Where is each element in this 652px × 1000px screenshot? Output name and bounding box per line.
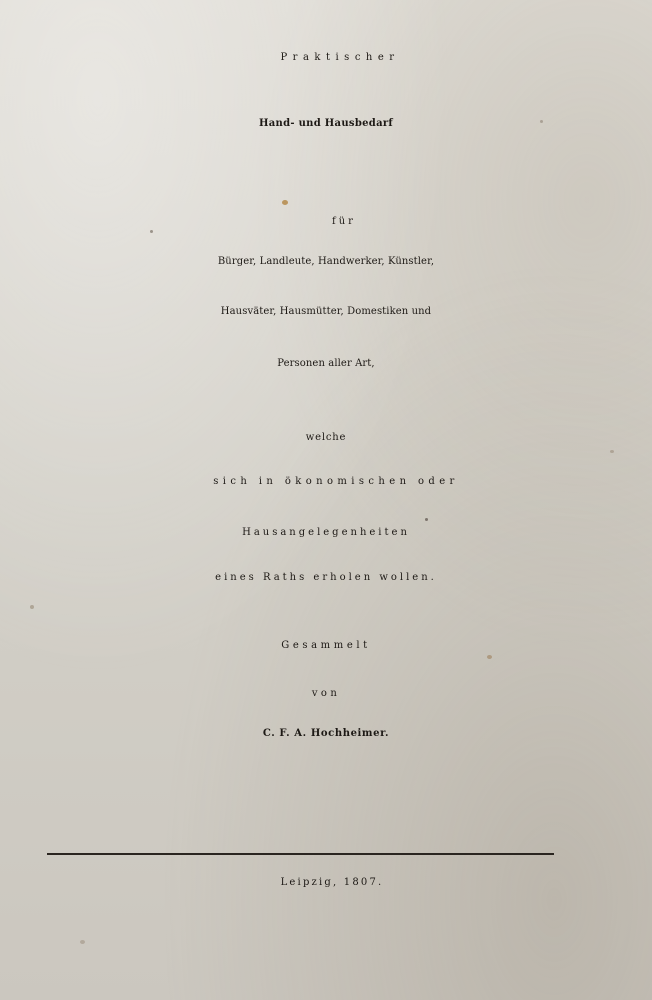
paper-speck bbox=[150, 230, 153, 233]
connector-welche: welche bbox=[305, 432, 347, 443]
title-connector-fuer: für bbox=[332, 216, 356, 227]
paper-speck bbox=[30, 605, 34, 609]
audience-line-2: Hausväter, Hausmütter, Domestiken und bbox=[220, 306, 432, 317]
purpose-line-2: Hausangelegenheiten bbox=[242, 527, 410, 538]
horizontal-rule bbox=[47, 853, 554, 855]
paper-speck bbox=[540, 120, 543, 123]
paper-foxing-spot bbox=[282, 200, 288, 205]
imprint-place-year: Leipzig, 1807. bbox=[280, 877, 384, 888]
audience-line-1: Bürger, Landleute, Handwerker, Künstler, bbox=[217, 256, 435, 267]
paper-foxing-spot bbox=[487, 655, 492, 659]
paper-speck bbox=[425, 518, 428, 521]
purpose-line-1: sich in ökonomischen oder bbox=[213, 476, 459, 487]
compiled-label: Gesammelt bbox=[281, 640, 371, 651]
title-prefix: Praktischer bbox=[280, 52, 400, 63]
purpose-line-3: eines Raths erholen wollen. bbox=[215, 572, 437, 583]
paper-speck bbox=[80, 940, 85, 944]
paper-speck bbox=[610, 450, 614, 453]
author-name: C. F. A. Hochheimer. bbox=[262, 728, 390, 739]
main-title: Hand- und Hausbedarf bbox=[258, 118, 394, 129]
by-label: von bbox=[311, 688, 341, 699]
audience-line-3: Personen aller Art, bbox=[277, 358, 375, 369]
